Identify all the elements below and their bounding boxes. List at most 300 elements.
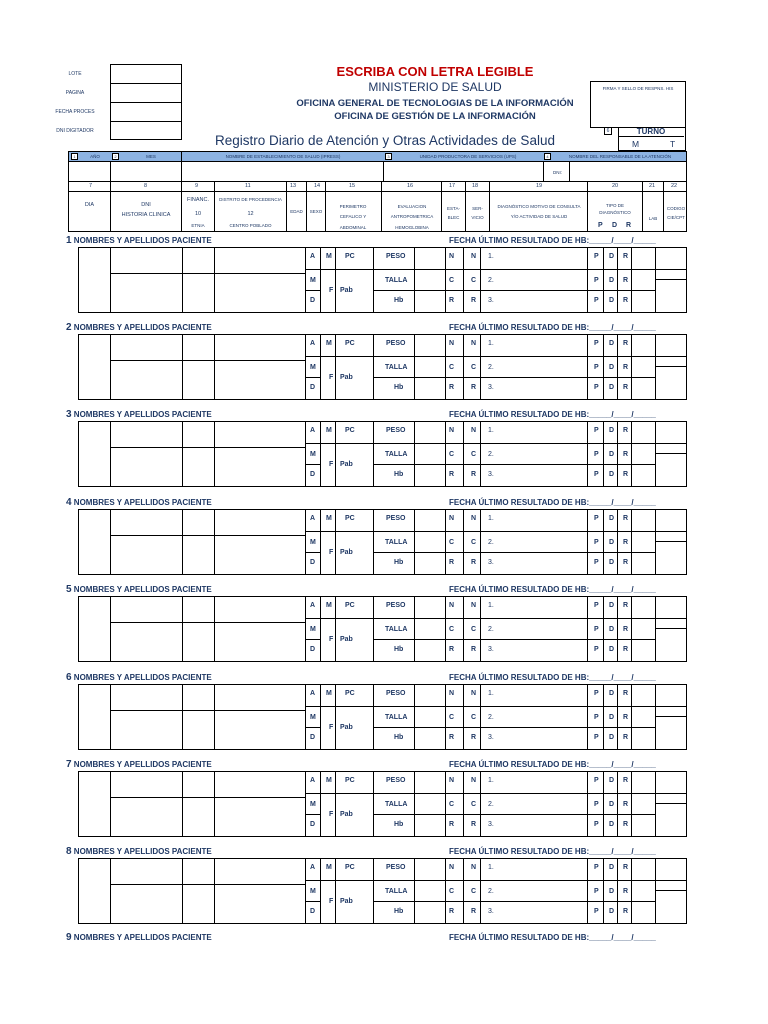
hb-date-label[interactable]: FECHA ÚLTIMO RESULTADO DE HB:_____/____/_____ bbox=[449, 236, 656, 245]
tipo-p[interactable]: P bbox=[594, 384, 599, 391]
cell-c1[interactable]: C bbox=[449, 801, 455, 808]
cell-m[interactable]: M bbox=[326, 690, 332, 697]
tipo-r[interactable]: R bbox=[623, 777, 629, 784]
cell-r2[interactable]: R bbox=[471, 646, 477, 653]
cell-f[interactable]: F bbox=[329, 636, 334, 643]
cell-hb: Hb bbox=[394, 384, 404, 391]
cell-r1[interactable]: R bbox=[449, 734, 455, 741]
col-perimetro: PERIMETRO CEFALICO Y ABDOMINAL bbox=[339, 204, 367, 230]
col-num: 21 bbox=[649, 183, 656, 189]
cell-n2[interactable]: N bbox=[471, 690, 477, 697]
col-edad: EDAD bbox=[290, 209, 303, 214]
cell-pc[interactable]: PC bbox=[345, 602, 355, 609]
tipo-r[interactable]: R bbox=[623, 277, 629, 284]
cell-n2[interactable]: N bbox=[471, 340, 477, 347]
col-sexo: SEXO bbox=[309, 209, 323, 214]
cell-pab: Pab bbox=[340, 636, 353, 643]
cell-talla: TALLA bbox=[385, 539, 408, 546]
cell-pab: Pab bbox=[340, 811, 353, 818]
cell-3: 3. bbox=[488, 471, 494, 478]
cell-f[interactable]: F bbox=[329, 724, 334, 731]
cell-c1[interactable]: C bbox=[449, 888, 455, 895]
cell-f[interactable]: F bbox=[329, 549, 334, 556]
cell-3: 3. bbox=[488, 384, 494, 391]
tipo-d[interactable]: D bbox=[609, 297, 615, 304]
cell-r2[interactable]: R bbox=[471, 297, 477, 304]
cell-f[interactable]: F bbox=[329, 374, 334, 381]
cell-n1[interactable]: N bbox=[449, 690, 455, 697]
tipo-p[interactable]: P bbox=[594, 734, 599, 741]
cell-talla: TALLA bbox=[385, 888, 408, 895]
column-headers bbox=[68, 192, 687, 232]
cell-n2[interactable]: N bbox=[471, 864, 477, 871]
cell-pc[interactable]: PC bbox=[345, 253, 355, 260]
cell-pab: Pab bbox=[340, 461, 353, 468]
cell-pc[interactable]: PC bbox=[345, 427, 355, 434]
col-diagnostico: DIAGNÓSTICO MOTIVO DE CONSULTA Y/O ACTIVIDAD DE SALUD bbox=[497, 204, 581, 220]
tipo-r[interactable]: R bbox=[623, 539, 629, 546]
cell-a[interactable]: A bbox=[310, 690, 316, 697]
cell-f[interactable]: F bbox=[329, 287, 334, 294]
office-title-1: OFICINA GENERAL DE TECNOLOGIAS DE LA INFORMACIÓN bbox=[296, 98, 574, 109]
cell-f[interactable]: F bbox=[329, 461, 334, 468]
patient-name-label: NOMBRES Y APELLIDOS PACIENTE bbox=[73, 673, 212, 682]
tipo-p[interactable]: P bbox=[594, 908, 599, 915]
tipo-d[interactable]: D bbox=[609, 539, 615, 546]
cell-pc[interactable]: PC bbox=[345, 864, 355, 871]
cell-a[interactable]: A bbox=[310, 777, 316, 784]
turno-box bbox=[602, 127, 686, 151]
tipo-d[interactable]: D bbox=[609, 277, 615, 284]
cell-peso: PESO bbox=[386, 602, 406, 609]
cell-m2[interactable]: M bbox=[310, 714, 316, 721]
cell-2: 2. bbox=[488, 714, 494, 721]
patient-name-label: NOMBRES Y APELLIDOS PACIENTE bbox=[73, 323, 212, 332]
tipo-d[interactable]: D bbox=[609, 734, 615, 741]
cell-2: 2. bbox=[488, 888, 494, 895]
col-num-12: 12 bbox=[247, 211, 254, 217]
fecha-proces-label: FECHA PROCES bbox=[55, 108, 95, 115]
patient-name-label: NOMBRES Y APELLIDOS PACIENTE bbox=[73, 410, 212, 419]
tipo-d[interactable]: D bbox=[609, 427, 615, 434]
col-evaluacion: EVALUACION ANTROPOMETRICA HEMOGLOBINA bbox=[390, 204, 434, 230]
cell-r1[interactable]: R bbox=[449, 821, 455, 828]
col-num: 22 bbox=[671, 183, 678, 189]
col-lab: LAB bbox=[648, 216, 658, 221]
tipo-p[interactable]: P bbox=[594, 364, 599, 371]
band-establecimiento: NOMBRE DE ESTABLECIMIENTO DE SALUD (IPRESS) bbox=[225, 154, 341, 159]
cell-n2[interactable]: N bbox=[471, 515, 477, 522]
cell-hb: Hb bbox=[394, 297, 404, 304]
cell-r2[interactable]: R bbox=[471, 821, 477, 828]
cell-d[interactable]: D bbox=[310, 471, 316, 478]
cell-r1[interactable]: R bbox=[449, 471, 455, 478]
cell-a[interactable]: A bbox=[310, 515, 316, 522]
tipo-r[interactable]: R bbox=[623, 646, 629, 653]
tipo-r[interactable]: R bbox=[623, 888, 629, 895]
cell-2: 2. bbox=[488, 539, 494, 546]
cell-d[interactable]: D bbox=[310, 646, 316, 653]
lote-label: LOTE bbox=[68, 70, 82, 77]
tipo-r[interactable]: R bbox=[623, 515, 629, 522]
cell-pc[interactable]: PC bbox=[345, 690, 355, 697]
fecha-proces-field[interactable] bbox=[110, 102, 182, 121]
hb-date-label[interactable]: FECHA ÚLTIMO RESULTADO DE HB:_____/____/_____ bbox=[449, 410, 656, 419]
tipo-p[interactable]: P bbox=[594, 340, 599, 347]
cell-r1[interactable]: R bbox=[449, 384, 455, 391]
cell-hb: Hb bbox=[394, 908, 404, 915]
tipo-r[interactable]: R bbox=[623, 451, 629, 458]
cell-m2[interactable]: M bbox=[310, 451, 316, 458]
cell-r2[interactable]: R bbox=[471, 734, 477, 741]
cell-hb: Hb bbox=[394, 821, 404, 828]
tipo-d[interactable]: D bbox=[609, 908, 615, 915]
tipo-d[interactable]: D bbox=[609, 340, 615, 347]
patient-record-block[interactable] bbox=[78, 771, 687, 837]
cell-c2[interactable]: C bbox=[471, 801, 477, 808]
cell-m2[interactable]: M bbox=[310, 277, 316, 284]
cell-d[interactable]: D bbox=[310, 384, 316, 391]
turno-label: TURNO bbox=[618, 127, 684, 137]
tipo-p[interactable]: P bbox=[594, 515, 599, 522]
cell-d[interactable]: D bbox=[310, 559, 316, 566]
cell-c1[interactable]: C bbox=[449, 451, 455, 458]
cell-1: 1. bbox=[488, 340, 494, 347]
cell-n1[interactable]: N bbox=[449, 427, 455, 434]
tipo-d[interactable]: D bbox=[609, 515, 615, 522]
cell-r2[interactable]: R bbox=[471, 559, 477, 566]
hb-date-label[interactable]: FECHA ÚLTIMO RESULTADO DE HB:_____/____/_____ bbox=[449, 933, 656, 942]
cell-a[interactable]: A bbox=[310, 253, 316, 260]
cell-r1[interactable]: R bbox=[449, 559, 455, 566]
col-etnia: ETNIA bbox=[191, 223, 205, 228]
cell-c2[interactable]: C bbox=[471, 714, 477, 721]
cell-c1[interactable]: C bbox=[449, 714, 455, 721]
cell-peso: PESO bbox=[386, 340, 406, 347]
tipo-r[interactable]: R bbox=[623, 626, 629, 633]
patient-section-title bbox=[66, 497, 212, 508]
col-num: 9 bbox=[195, 183, 199, 189]
col-centro: CENTRO POBLADO bbox=[229, 223, 272, 228]
col-codigo: CODIGO CIE/CPT bbox=[666, 206, 686, 220]
cell-2: 2. bbox=[488, 451, 494, 458]
tipo-d[interactable]: D bbox=[609, 559, 615, 566]
cell-r2[interactable]: R bbox=[471, 471, 477, 478]
cell-r1[interactable]: R bbox=[449, 297, 455, 304]
col-num: 19 bbox=[536, 183, 543, 189]
cell-a[interactable]: A bbox=[310, 427, 316, 434]
dni-label: DNI: bbox=[553, 170, 562, 175]
section-number: 5 bbox=[66, 584, 72, 595]
pagina-label: PAGINA bbox=[65, 89, 85, 96]
col-tipo-r: R bbox=[626, 222, 632, 229]
cell-pab: Pab bbox=[340, 287, 353, 294]
hb-date-label[interactable]: FECHA ÚLTIMO RESULTADO DE HB:_____/____/_____ bbox=[449, 847, 656, 856]
cell-pc[interactable]: PC bbox=[345, 340, 355, 347]
tipo-p[interactable]: P bbox=[594, 427, 599, 434]
patient-record-block[interactable] bbox=[78, 421, 687, 487]
cell-n2[interactable]: N bbox=[471, 253, 477, 260]
patient-name-label: NOMBRES Y APELLIDOS PACIENTE bbox=[73, 236, 212, 245]
tipo-d[interactable]: D bbox=[609, 714, 615, 721]
cell-r1[interactable]: R bbox=[449, 646, 455, 653]
cell-2: 2. bbox=[488, 801, 494, 808]
band-num-1: 1 bbox=[71, 153, 78, 160]
tipo-r[interactable]: R bbox=[623, 864, 629, 871]
cell-f[interactable]: F bbox=[329, 898, 334, 905]
col-tipo: TIPO DE DIAGNÓSTICO bbox=[599, 203, 631, 216]
cell-n1[interactable]: N bbox=[449, 777, 455, 784]
tipo-p[interactable]: P bbox=[594, 646, 599, 653]
tipo-r[interactable]: R bbox=[623, 340, 629, 347]
patient-section-title bbox=[66, 759, 212, 770]
tipo-d[interactable]: D bbox=[609, 602, 615, 609]
cell-r1[interactable]: R bbox=[449, 908, 455, 915]
cell-peso: PESO bbox=[386, 427, 406, 434]
cell-pc[interactable]: PC bbox=[345, 777, 355, 784]
cell-peso: PESO bbox=[386, 690, 406, 697]
cell-r2[interactable]: R bbox=[471, 908, 477, 915]
cell-c2[interactable]: C bbox=[471, 888, 477, 895]
band-responsable: NOMBRE DEL RESPONSABLE DE LA ATENCIÓN bbox=[568, 154, 672, 159]
tipo-p[interactable]: P bbox=[594, 626, 599, 633]
tipo-p[interactable]: P bbox=[594, 253, 599, 260]
cell-c2[interactable]: C bbox=[471, 626, 477, 633]
tipo-p[interactable]: P bbox=[594, 451, 599, 458]
lote-field[interactable] bbox=[110, 64, 182, 83]
office-title-2: OFICINA DE GESTIÓN DE LA INFORMACIÓN bbox=[334, 111, 536, 122]
tipo-d[interactable]: D bbox=[609, 777, 615, 784]
section-number: 8 bbox=[66, 846, 72, 857]
cell-d[interactable]: D bbox=[310, 908, 316, 915]
cell-pab: Pab bbox=[340, 374, 353, 381]
cell-hb: Hb bbox=[394, 471, 404, 478]
tipo-p[interactable]: P bbox=[594, 821, 599, 828]
tipo-p[interactable]: P bbox=[594, 277, 599, 284]
col-num: 8 bbox=[144, 183, 148, 189]
cell-talla: TALLA bbox=[385, 364, 408, 371]
tipo-d[interactable]: D bbox=[609, 626, 615, 633]
cell-a[interactable]: A bbox=[310, 864, 316, 871]
patient-record-block[interactable] bbox=[78, 334, 687, 400]
cell-pab: Pab bbox=[340, 549, 353, 556]
cell-m[interactable]: M bbox=[326, 777, 332, 784]
hb-date-label[interactable]: FECHA ÚLTIMO RESULTADO DE HB:_____/____/_____ bbox=[449, 323, 656, 332]
tipo-p[interactable]: P bbox=[594, 559, 599, 566]
patient-record-block[interactable] bbox=[78, 684, 687, 750]
tipo-r[interactable]: R bbox=[623, 821, 629, 828]
patient-name-label: NOMBRES Y APELLIDOS PACIENTE bbox=[73, 498, 212, 507]
cell-c2[interactable]: C bbox=[471, 451, 477, 458]
patient-record-block[interactable] bbox=[78, 858, 687, 924]
section-number: 9 bbox=[66, 932, 72, 943]
tipo-p[interactable]: P bbox=[594, 471, 599, 478]
col-tipo-d: D bbox=[612, 222, 618, 229]
cell-3: 3. bbox=[488, 297, 494, 304]
col-num: 7 bbox=[89, 183, 93, 189]
col-num: 17 bbox=[449, 183, 456, 189]
tipo-p[interactable]: P bbox=[594, 714, 599, 721]
col-financ: FINANC. bbox=[187, 197, 209, 203]
col-num: 20 bbox=[612, 183, 619, 189]
tipo-p[interactable]: P bbox=[594, 801, 599, 808]
col-num: 13 bbox=[290, 183, 297, 189]
cell-peso: PESO bbox=[386, 777, 406, 784]
tipo-d[interactable]: D bbox=[609, 888, 615, 895]
patient-record-block[interactable] bbox=[78, 509, 687, 575]
tipo-p[interactable]: P bbox=[594, 777, 599, 784]
cell-m2[interactable]: M bbox=[310, 626, 316, 633]
cell-c2[interactable]: C bbox=[471, 364, 477, 371]
tipo-d[interactable]: D bbox=[609, 801, 615, 808]
band-ups: UNIDAD PRODUCTORA DE SERVICIOS (UPS) bbox=[419, 154, 517, 159]
cell-n1[interactable]: N bbox=[449, 515, 455, 522]
tipo-r[interactable]: R bbox=[623, 427, 629, 434]
cell-m2[interactable]: M bbox=[310, 888, 316, 895]
cell-pab: Pab bbox=[340, 724, 353, 731]
cell-1: 1. bbox=[488, 602, 494, 609]
instruction-title: ESCRIBA CON LETRA LEGIBLE bbox=[336, 64, 534, 79]
tipo-r[interactable]: R bbox=[623, 384, 629, 391]
cell-talla: TALLA bbox=[385, 801, 408, 808]
cell-n1[interactable]: N bbox=[449, 602, 455, 609]
col-num: 18 bbox=[472, 183, 479, 189]
tipo-p[interactable]: P bbox=[594, 602, 599, 609]
cell-3: 3. bbox=[488, 646, 494, 653]
patient-name-label: NOMBRES Y APELLIDOS PACIENTE bbox=[73, 933, 212, 942]
cell-n1[interactable]: N bbox=[449, 340, 455, 347]
cell-talla: TALLA bbox=[385, 277, 408, 284]
section-number: 3 bbox=[66, 409, 72, 420]
patient-section-title bbox=[66, 235, 212, 246]
col-hc: HISTORIA CLINICA bbox=[121, 212, 171, 218]
cell-m2[interactable]: M bbox=[310, 539, 316, 546]
patient-record-block[interactable] bbox=[78, 596, 687, 662]
cell-hb: Hb bbox=[394, 734, 404, 741]
signature-box[interactable] bbox=[590, 81, 686, 128]
cell-c1[interactable]: C bbox=[449, 539, 455, 546]
cell-m2[interactable]: M bbox=[310, 364, 316, 371]
tipo-d[interactable]: D bbox=[609, 690, 615, 697]
tipo-p[interactable]: P bbox=[594, 539, 599, 546]
col-estab: ESTA- BLEC bbox=[447, 206, 460, 220]
tipo-d[interactable]: D bbox=[609, 821, 615, 828]
cell-c1[interactable]: C bbox=[449, 626, 455, 633]
tipo-r[interactable]: R bbox=[623, 714, 629, 721]
cell-a[interactable]: A bbox=[310, 340, 316, 347]
cell-m[interactable]: M bbox=[326, 515, 332, 522]
hb-date-label[interactable]: FECHA ÚLTIMO RESULTADO DE HB:_____/____/_____ bbox=[449, 498, 656, 507]
tipo-p[interactable]: P bbox=[594, 864, 599, 871]
cell-hb: Hb bbox=[394, 559, 404, 566]
cell-m[interactable]: M bbox=[326, 427, 332, 434]
cell-d[interactable]: D bbox=[310, 821, 316, 828]
col-num: 16 bbox=[407, 183, 414, 189]
patient-record-block[interactable] bbox=[78, 247, 687, 313]
section-number: 6 bbox=[66, 672, 72, 683]
cell-n1[interactable]: N bbox=[449, 864, 455, 871]
col-num: 11 bbox=[245, 183, 251, 189]
tipo-p[interactable]: P bbox=[594, 690, 599, 697]
cell-n2[interactable]: N bbox=[471, 777, 477, 784]
tipo-r[interactable]: R bbox=[623, 734, 629, 741]
cell-c1[interactable]: C bbox=[449, 277, 455, 284]
cell-c2[interactable]: C bbox=[471, 539, 477, 546]
patient-name-label: NOMBRES Y APELLIDOS PACIENTE bbox=[73, 760, 212, 769]
cell-a[interactable]: A bbox=[310, 602, 316, 609]
turno-t[interactable]: T bbox=[670, 139, 676, 149]
tipo-d[interactable]: D bbox=[609, 364, 615, 371]
hb-date-label[interactable]: FECHA ÚLTIMO RESULTADO DE HB:_____/____/_____ bbox=[449, 585, 656, 594]
cell-c1[interactable]: C bbox=[449, 364, 455, 371]
cell-m[interactable]: M bbox=[326, 253, 332, 260]
col-dni: DNI bbox=[141, 202, 151, 208]
patient-section-title bbox=[66, 672, 212, 683]
hb-date-label[interactable]: FECHA ÚLTIMO RESULTADO DE HB:_____/____/_____ bbox=[449, 673, 656, 682]
tipo-r[interactable]: R bbox=[623, 471, 629, 478]
tipo-d[interactable]: D bbox=[609, 646, 615, 653]
tipo-p[interactable]: P bbox=[594, 297, 599, 304]
cell-n2[interactable]: N bbox=[471, 602, 477, 609]
cell-m[interactable]: M bbox=[326, 602, 332, 609]
tipo-r[interactable]: R bbox=[623, 602, 629, 609]
tipo-r[interactable]: R bbox=[623, 801, 629, 808]
cell-pab: Pab bbox=[340, 898, 353, 905]
cell-peso: PESO bbox=[386, 515, 406, 522]
cell-c2[interactable]: C bbox=[471, 277, 477, 284]
ministry-title: MINISTERIO DE SALUD bbox=[368, 80, 502, 94]
band-mes: MES bbox=[146, 154, 156, 159]
band-anio: AÑO bbox=[90, 154, 100, 159]
cell-f[interactable]: F bbox=[329, 811, 334, 818]
cell-n1[interactable]: N bbox=[449, 253, 455, 260]
column-numbers bbox=[68, 182, 687, 192]
tipo-d[interactable]: D bbox=[609, 384, 615, 391]
cell-d[interactable]: D bbox=[310, 297, 316, 304]
cell-peso: PESO bbox=[386, 253, 406, 260]
turno-m[interactable]: M bbox=[632, 139, 640, 149]
patient-name-label: NOMBRES Y APELLIDOS PACIENTE bbox=[73, 847, 212, 856]
tipo-d[interactable]: D bbox=[609, 864, 615, 871]
pagina-field[interactable] bbox=[110, 83, 182, 102]
tipo-r[interactable]: R bbox=[623, 297, 629, 304]
tipo-r[interactable]: R bbox=[623, 908, 629, 915]
tipo-d[interactable]: D bbox=[609, 253, 615, 260]
tipo-r[interactable]: R bbox=[623, 690, 629, 697]
band-num-2: 2 bbox=[112, 153, 119, 160]
cell-1: 1. bbox=[488, 864, 494, 871]
tipo-r[interactable]: R bbox=[623, 253, 629, 260]
tipo-r[interactable]: R bbox=[623, 559, 629, 566]
section-number: 2 bbox=[66, 322, 72, 333]
cell-3: 3. bbox=[488, 821, 494, 828]
tipo-r[interactable]: R bbox=[623, 364, 629, 371]
cell-m2[interactable]: M bbox=[310, 801, 316, 808]
cell-m[interactable]: M bbox=[326, 864, 332, 871]
tipo-d[interactable]: D bbox=[609, 451, 615, 458]
hb-date-label[interactable]: FECHA ÚLTIMO RESULTADO DE HB:_____/____/_____ bbox=[449, 760, 656, 769]
cell-pc[interactable]: PC bbox=[345, 515, 355, 522]
patient-section-title bbox=[66, 846, 212, 857]
tipo-d[interactable]: D bbox=[609, 471, 615, 478]
tipo-p[interactable]: P bbox=[594, 888, 599, 895]
cell-d[interactable]: D bbox=[310, 734, 316, 741]
patient-section-title bbox=[66, 584, 212, 595]
cell-n2[interactable]: N bbox=[471, 427, 477, 434]
cell-r2[interactable]: R bbox=[471, 384, 477, 391]
header-fields-row[interactable] bbox=[68, 162, 687, 182]
cell-m[interactable]: M bbox=[326, 340, 332, 347]
